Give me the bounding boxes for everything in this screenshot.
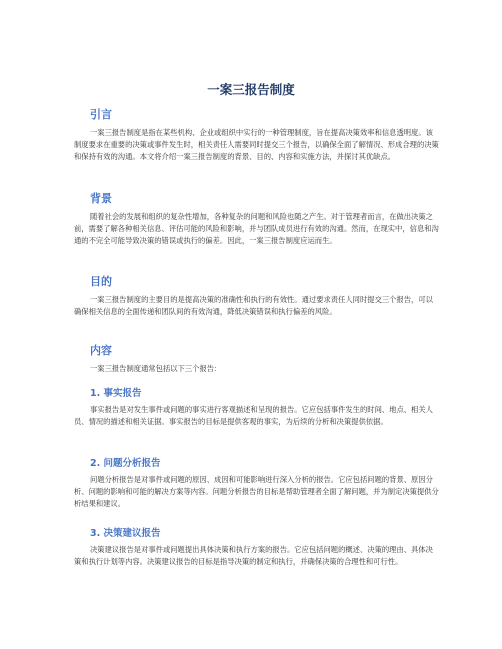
report-heading-decision-suggestion: 3. 决策建议报告 [90, 528, 161, 539]
section-body-purpose: 一案三报告制度的主要目的是提高决策的准确性和执行的有效性。通过要求责任人同时提交三个报告，可以确保相关信息的全面传递和团队间的有效沟通，降低决策错误和执行偏差的风险。 [74, 295, 433, 317]
report-body-fact: 事实报告是对发生事件或问题的事实进行客观描述和呈现的报告。它应包括事件发生的时间、地点、相关人员、情况的描述和相关证据。事实报告的目标是提供客观的事实，为后续的分析和决策提供依据。 [74, 405, 433, 427]
section-purpose [74, 275, 440, 318]
section-background [74, 192, 440, 248]
report-heading-fact: 1. 事实报告 [90, 388, 142, 399]
section-heading-introduction: 引言 [90, 108, 112, 121]
report-body-problem-analysis: 问题分析报告是对事件或问题的原因、成因和可能影响进行深入分析的报告。它应包括问题的背景、原因分析、问题的影响和可能的解决方案等内容。问题分析报告的目标是帮助管理者全面了解问题，并为制定决策提供分析结果和建议。 [74, 475, 439, 509]
section-introduction [74, 108, 440, 164]
section-heading-background: 背景 [90, 192, 112, 205]
section-body-content: 一案三报告制度通常包括以下三个报告： [90, 364, 222, 373]
document-title: 一案三报告制度 [207, 82, 295, 97]
report-decision-suggestion [74, 528, 440, 568]
report-fact [74, 388, 440, 428]
report-body-decision-suggestion: 决策建议报告是对事件或问题提出具体决策和执行方案的报告。它应包括问题的概述、决策的理由、具体决策和执行计划等内容。决策建议报告的目标是指导决策的制定和执行，并确保决策的合理性和可行性。 [74, 545, 433, 567]
section-heading-purpose: 目的 [90, 275, 112, 288]
section-content [74, 344, 440, 375]
section-body-background: 随着社会的发展和组织的复杂性增加，各种复杂的问题和风险也随之产生。对于管理者而言，在做出决策之前，需要了解各种相关信息、评估可能的风险和影响，并与团队成员进行有效的沟通。然而，在现实中，信息和沟通的不完全可能导致决策的错误或执行的偏差。因此，一案三报告制度应运而生。 [74, 212, 439, 246]
report-heading-problem-analysis: 2. 问题分析报告 [90, 458, 161, 469]
report-problem-analysis [74, 458, 440, 511]
section-heading-content: 内容 [90, 344, 112, 357]
section-body-introduction: 一案三报告制度是指在某些机构、企业或组织中实行的一种管理制度，旨在提高决策效率和信息透明度。该制度要求在重要的决策或事件发生时，相关责任人需要同时提交三个报告，以确保全面了解情况、形成合理的决策和保持有效的沟通。本文将介绍一案三报告制度的背景、目的、内容和实施方法，并探讨其优缺点。 [74, 128, 439, 162]
